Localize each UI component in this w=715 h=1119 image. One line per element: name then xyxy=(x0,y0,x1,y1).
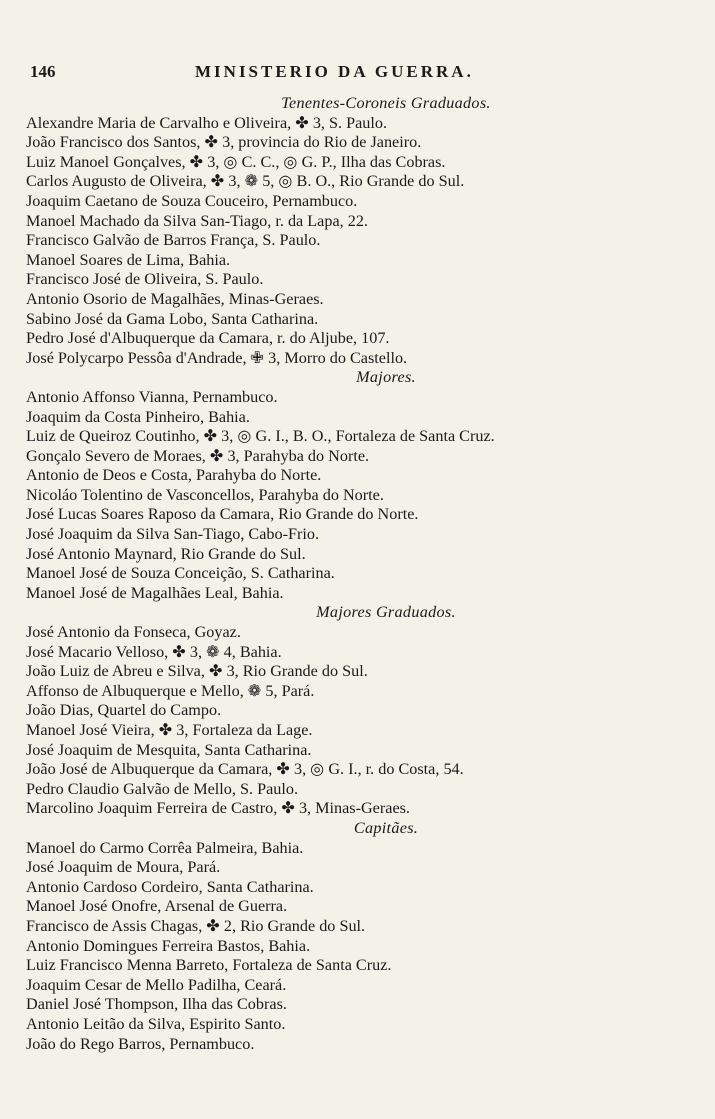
officer-entry: Joaquim Cesar de Mello Padilha, Ceará. xyxy=(26,975,287,994)
officer-entry: Luiz Manoel Gonçalves, ✤ 3, ◎ C. C., ◎ G. P., Ilha das Cobras. xyxy=(26,152,446,171)
officer-entry: Francisco José de Oliveira, S. Paulo. xyxy=(26,270,264,289)
officer-entry: Manoel José de Souza Conceição, S. Catharina. xyxy=(26,564,335,583)
officer-entry: José Antonio Maynard, Rio Grande do Sul. xyxy=(26,544,306,563)
officer-entry: José Lucas Soares Raposo da Camara, Rio Grande do Norte. xyxy=(26,505,419,524)
officer-entry: Marcolino Joaquim Ferreira de Castro, ✤ 3, Minas-Geraes. xyxy=(26,799,410,818)
section-heading: Capitães. xyxy=(353,818,419,837)
officer-entry: Manoel José de Magalhães Leal, Bahia. xyxy=(26,583,284,602)
officer-entry: João Francisco dos Santos, ✤ 3, provincia do Rio de Janeiro. xyxy=(26,133,422,152)
officer-entry: José Joaquim de Moura, Pará. xyxy=(26,858,221,877)
officer-entry: Antonio Affonso Vianna, Pernambuco. xyxy=(26,387,278,406)
page-number: 146 xyxy=(30,62,56,81)
officer-entry: José Joaquim de Mesquita, Santa Catharina. xyxy=(26,740,312,759)
officer-entry: Joaquim Caetano de Souza Couceiro, Pernambuco. xyxy=(26,191,358,210)
officer-entry: Luiz Francisco Menna Barreto, Fortaleza de Santa Cruz. xyxy=(26,956,392,975)
officer-entry: José Polycarpo Pessôa d'Andrade, ✙ 3, Morro do Castello. xyxy=(26,348,408,367)
officer-entry: Francisco de Assis Chagas, ✤ 2, Rio Grande do Sul. xyxy=(26,916,366,935)
officer-entry: João Dias, Quartel do Campo. xyxy=(26,701,222,720)
officer-entry: Antonio Domingues Ferreira Bastos, Bahia. xyxy=(26,936,311,955)
officer-entry: Francisco Galvão de Barros França, S. Paulo. xyxy=(26,231,321,250)
officer-entry: Manoel Soares de Lima, Bahia. xyxy=(26,250,231,269)
officer-entry: Nicoláo Tolentino de Vasconcellos, Parahyba do Norte. xyxy=(26,485,384,504)
officer-entry: João Luiz de Abreu e Silva, ✤ 3, Rio Grande do Sul. xyxy=(26,662,368,681)
officer-list xyxy=(26,94,706,1054)
officer-entry: Manoel José Onofre, Arsenal de Guerra. xyxy=(26,897,288,916)
officer-entry: Manoel do Carmo Corrêa Palmeira, Bahia. xyxy=(26,838,304,857)
officer-entry: Affonso de Albuquerque e Mello, ❁ 5, Pará. xyxy=(26,681,315,700)
section-heading: Majores. xyxy=(356,368,416,387)
running-title: MINISTERIO DA GUERRA. xyxy=(195,62,474,81)
officer-entry: José Antonio da Fonseca, Goyaz. xyxy=(26,623,241,642)
officer-entry: Antonio de Deos e Costa, Parahyba do Norte. xyxy=(26,466,322,485)
officer-entry: José Macario Velloso, ✤ 3, ❁ 4, Bahia. xyxy=(26,642,282,661)
officer-entry: Manoel Machado da Silva San-Tiago, r. da Lapa, 22. xyxy=(26,211,368,230)
officer-entry: Luiz de Queiroz Coutinho, ✤ 3, ◎ G. I., B. O., Fortaleza de Santa Cruz. xyxy=(26,427,495,446)
officer-entry: Pedro José d'Albuquerque da Camara, r. do Aljube, 107. xyxy=(26,329,390,348)
section-heading: Majores Graduados. xyxy=(316,603,456,622)
officer-entry: Antonio Cardoso Cordeiro, Santa Catharina. xyxy=(26,877,314,896)
page-header xyxy=(30,62,700,86)
officer-entry: Gonçalo Severo de Moraes, ✤ 3, Parahyba do Norte. xyxy=(26,446,370,465)
officer-entry: Antonio Leitão da Silva, Espirito Santo. xyxy=(26,1014,286,1033)
officer-entry: José Joaquim da Silva San-Tiago, Cabo-Frio. xyxy=(26,525,320,544)
officer-entry: Daniel José Thompson, Ilha das Cobras. xyxy=(26,995,287,1014)
officer-entry: Antonio Osorio de Magalhães, Minas-Geraes. xyxy=(26,289,324,308)
section-heading: Tenentes-Coroneis Graduados. xyxy=(281,94,491,112)
officer-entry: Manoel José Vieira, ✤ 3, Fortaleza da Lage. xyxy=(26,721,313,739)
officer-entry: Alexandre Maria de Carvalho e Oliveira, ✤ 3, S. Paulo. xyxy=(26,113,388,132)
officer-entry: João José de Albuquerque da Camara, ✤ 3, ◎ G. I., r. do Costa, 54. xyxy=(26,760,464,779)
officer-entry: Sabino José da Gama Lobo, Santa Catharina. xyxy=(26,309,319,328)
officer-entry: Pedro Claudio Galvão de Mello, S. Paulo. xyxy=(26,779,299,798)
officer-entry: João do Rego Barros, Pernambuco. xyxy=(26,1034,255,1053)
officer-entry: Joaquim da Costa Pinheiro, Bahia. xyxy=(26,407,250,426)
officer-entry: Carlos Augusto de Oliveira, ✤ 3, ❁ 5, ◎ B. O., Rio Grande do Sul. xyxy=(26,172,465,191)
